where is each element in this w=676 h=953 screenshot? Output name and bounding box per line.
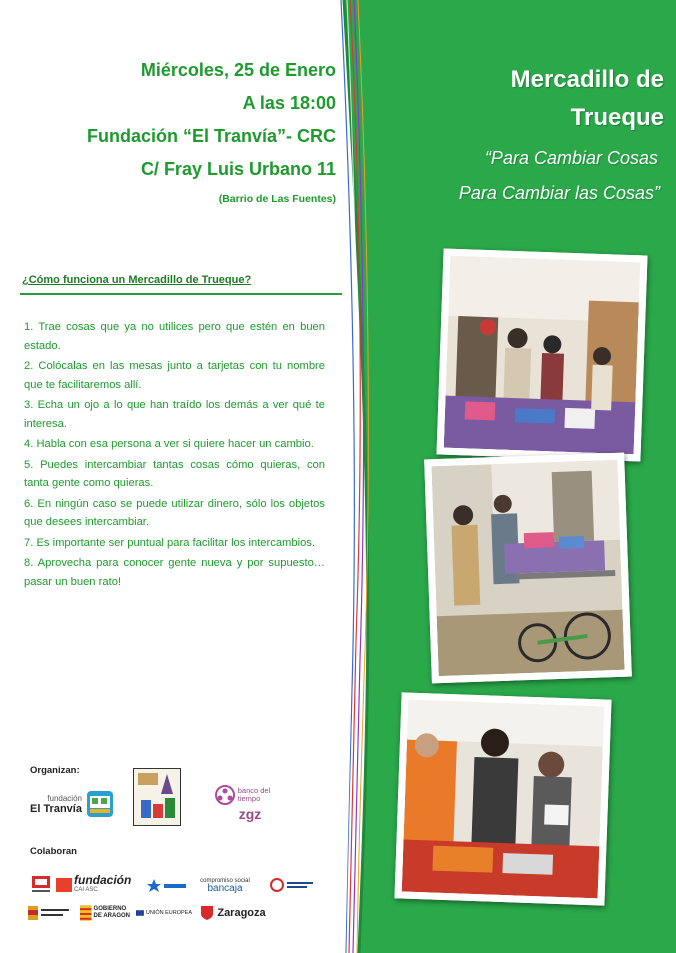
- step-item: 7. Es importante ser puntual para facilitar los intercambios.: [24, 536, 316, 549]
- title-line-1: Mercadillo de: [510, 66, 664, 93]
- bancaja-logo: [196, 874, 254, 896]
- market-photo-1: [436, 249, 647, 462]
- title-line-2: Trueque: [570, 104, 664, 131]
- banco-logo-line-1: banco del: [237, 786, 271, 795]
- event-time: A las 18:00: [242, 93, 336, 113]
- step-item: 2. Colócalas en las mesas junto a tarjetas con tu nombre que te facilitaremos allí.: [24, 360, 325, 391]
- tranvia-logo-line-1: fundación: [47, 793, 82, 803]
- aragon-logo-line-1: GOBIERNO: [93, 906, 127, 912]
- step-item: 6. En ningún caso se puede utilizar dinero, sólo los objetos que desees intercambiar.: [24, 497, 325, 528]
- market-photo-2: [424, 453, 632, 684]
- cai-icon: [56, 878, 72, 892]
- step-item: 1. Trae cosas que ya no utilices pero que estén en buen estado.: [24, 321, 325, 352]
- banco-logo-line-3: zgz: [238, 806, 262, 822]
- event-address: C/ Fray Luis Urbano 11: [140, 159, 336, 179]
- tranvia-logo-line-2: El Tranvía: [30, 802, 82, 815]
- tram-icon: [86, 790, 114, 818]
- fundacion-cai-logo: [56, 874, 134, 896]
- ibercaja-icon: [269, 877, 315, 893]
- step-item: 8. Aprovecha para conocer gente nueva y por supuesto… pasar un buen rato!: [24, 557, 325, 588]
- eu-logo-text: UNIÓN EUROPEA: [145, 910, 192, 916]
- step-item: 4. Habla con esa persona a ver si quiere hacer un cambio.: [24, 438, 314, 450]
- spain-shield-icon: [26, 904, 72, 922]
- banco-del-tiempo-logo: [206, 782, 278, 824]
- people-circle-icon: [214, 784, 236, 806]
- steps-list: [24, 318, 325, 593]
- event-neighborhood: (Barrio de Las Fuentes): [218, 193, 336, 205]
- la-caixa-logo: [142, 876, 190, 896]
- zaragoza-logo-text: Zaragoza: [217, 907, 266, 919]
- obra-social-icon: [30, 874, 52, 894]
- aragon-logo-line-2: DE ARAGON: [93, 913, 130, 919]
- star-icon: [144, 877, 188, 895]
- zaragoza-logo: [198, 903, 268, 923]
- event-venue: Fundación “El Tranvía”- CRC: [86, 126, 336, 146]
- cai-logo-subtext: CAI ASC: [74, 887, 98, 893]
- banco-logo-line-2: tiempo: [237, 794, 261, 803]
- bancaja-logo-line-1: compromiso social: [200, 878, 250, 884]
- heading-divider: [20, 293, 342, 295]
- aragon-flag-icon: [80, 905, 92, 921]
- step-item: 3. Echa un ojo a lo que han traído los demás a ver qué te interesa.: [24, 399, 325, 430]
- fundacion-el-tranvia-logo: [26, 785, 118, 823]
- association-emblem-icon: [135, 770, 179, 824]
- obra-social-ibercaja-logo: [268, 876, 316, 894]
- collaborators-label: Colaboran: [30, 846, 77, 857]
- market-photo-3: [394, 692, 611, 905]
- bancaja-logo-line-2: bancaja: [207, 883, 243, 894]
- gobierno-aragon-logo: [80, 903, 130, 923]
- slogan-line-1: “Para Cambiar Cosas: [484, 148, 658, 168]
- union-europea-logo: [136, 904, 192, 922]
- event-date: Miércoles, 25 de Enero: [140, 60, 336, 80]
- organizers-label: Organizan:: [30, 765, 80, 776]
- how-it-works-heading: ¿Cómo funciona un Mercadillo de Trueque?: [22, 274, 252, 286]
- gobierno-espana-logo: [26, 904, 72, 922]
- slogan-line-2: Para Cambiar las Cosas”: [458, 183, 660, 203]
- eu-flag-icon: [136, 906, 144, 920]
- zaragoza-shield-icon: [200, 905, 214, 921]
- step-item: 5. Puedes intercambiar tantas cosas cómo quieras, con tanta gente como quieras.: [24, 458, 325, 489]
- obra-social-logo: [30, 874, 52, 894]
- neighborhood-association-logo: [133, 768, 181, 826]
- cai-logo-text: fundación: [74, 874, 132, 887]
